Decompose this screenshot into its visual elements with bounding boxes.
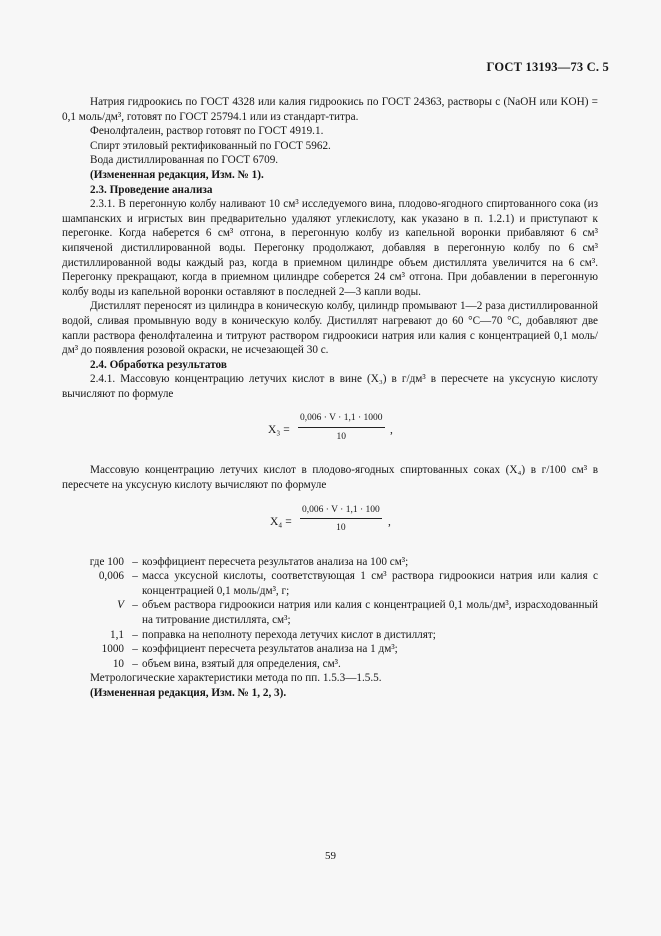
legend-row	[62, 657, 598, 672]
section-2-4-paragraph-1: 2.4.1. Массовую концентрацию летучих кислот в вине (X₃) в г/дм³ в пересчете на уксусную кислоту вычисляют по формуле	[62, 373, 598, 400]
legend-dash: –	[132, 657, 138, 670]
legend-key: V	[117, 599, 124, 612]
formula-x4-tail: ,	[388, 515, 391, 528]
document-body	[62, 95, 598, 701]
legend-text: коэффициент пересчета результатов анализа на 100 см³;	[142, 555, 409, 568]
edition-note-1: (Измененная редакция, Изм. № 1).	[90, 168, 264, 181]
reagent-ethanol: Спирт этиловый ректификованный по ГОСТ 5962.	[90, 139, 331, 152]
legend-dash: –	[132, 570, 138, 583]
legend-text: объем вина, взятый для определения, см³.	[142, 657, 341, 670]
formula-legend	[62, 555, 598, 672]
legend-key: 0,006	[98, 570, 124, 583]
legend-key: 1000	[101, 643, 124, 656]
formula-x3-fraction	[298, 411, 385, 444]
legend-dash: –	[132, 643, 138, 656]
legend-row	[62, 598, 598, 627]
reagent-naoh: Натрия гидроокись по ГОСТ 4328 или калия гидроокись по ГОСТ 24363, растворы c (NaOH или KOH) = 0,1 моль/дм³, готовят по ГОСТ 25794.1 или из стандарт-титра.	[62, 96, 598, 123]
legend-text: объем раствора гидроокиси натрия или калия с концентрацией 0,1 моль/дм³, израсходованный на титрование дистиллята, см³;	[142, 599, 598, 627]
legend-row	[62, 628, 598, 643]
formula-x4-numerator: 0,006 · V · 1,1 · 100	[300, 503, 382, 520]
reagent-phenolphthalein: Фенолфталеин, раствор готовят по ГОСТ 4919.1.	[90, 125, 324, 138]
legend-key: 1,1	[110, 628, 124, 641]
reagent-water: Вода дистиллированная по ГОСТ 6709.	[90, 154, 279, 167]
formula-x3-tail: ,	[390, 424, 393, 437]
section-2-4-paragraph-2: Массовую концентрацию летучих кислот в плодово-ягодных спиртованных соках (X₄) в г/100 см³ в пересчете на уксусную кислоту вычисляют по формуле	[62, 464, 598, 492]
formula-x3-denominator: 10	[336, 432, 346, 443]
legend-key: 10	[112, 657, 124, 670]
formula-x3	[62, 411, 598, 451]
legend-dash: –	[132, 599, 138, 612]
section-2-3-paragraph-2: Дистиллят переносят из цилиндра в коническую колбу, цилиндр промывают 1—2 раза дистиллированной водой, сливая промывную воду в коническую колбу. Дистиллят нагревают до 60 °С—70 °С, добавляют две капли раствора фенолфталеина и титруют раствором гидроокиси натрия или калия с концентрацией 0,1 моль/дм³ до появления розовой окраски, не исчезающей 30 с.	[62, 300, 598, 357]
formula-x4-denominator: 10	[336, 523, 346, 534]
legend-text: масса уксусной кислоты, соответствующая 1 см³ раствора гидроокиси натрия или калия с концентрацией 0,1 моль/дм³, г;	[142, 570, 598, 597]
legend-key: где 100	[89, 555, 124, 568]
formula-x3-lhs: X₃ =	[268, 424, 290, 437]
metrology-note: Метрологические характеристики метода по пп. 1.5.3—1.5.5.	[90, 672, 382, 685]
formula-x4-fraction	[300, 503, 382, 536]
document-header: ГОСТ 13193—73 С. 5	[486, 60, 609, 74]
legend-dash: –	[132, 555, 138, 568]
legend-text: поправка на неполноту перехода летучих кислот в дистиллят;	[142, 628, 436, 641]
legend-row	[62, 555, 598, 570]
page-number: 59	[325, 850, 336, 862]
legend-dash: –	[132, 628, 138, 641]
section-2-3-heading: 2.3. Проведение анализа	[90, 183, 213, 196]
legend-row	[62, 642, 598, 657]
edition-note-2: (Измененная редакция, Изм. № 1, 2, 3).	[90, 687, 287, 699]
formula-x4	[62, 503, 598, 543]
formula-x4-lhs: X₄ =	[270, 515, 292, 528]
section-2-4-heading: 2.4. Обработка результатов	[90, 358, 227, 371]
section-2-3-paragraph-1: 2.3.1. В перегонную колбу наливают 10 см³ исследуемого вина, плодово-ягодного спиртованного сока (из шампанских и игристых вин предварительно удаляют углекислоту, как указано в п. 1.2.1) и приступают к перегонке. Когда наберется 6 см³ отгона, в перегонную колбу из капельной воронки прибавляют 6 см³ кипяченой дистиллированной воды. Перегонку продолжают, добавляя в перегонную колбу по 6 см³ дистиллированной воды каждый раз, когда в приемном цилиндре объем дистиллята увеличится на 6 см³. Перегонку прекращают, когда в приемном цилиндре соберется 24 см³ отгона. При добавлении в перегонную колбу воды из капельной воронки оставляют в последней 2—3 капли воды.	[62, 198, 598, 298]
legend-text: коэффициент пересчета результатов анализа на 1 дм³;	[142, 643, 398, 656]
formula-x3-numerator: 0,006 · V · 1,1 · 1000	[298, 411, 385, 428]
legend-row	[62, 569, 598, 598]
